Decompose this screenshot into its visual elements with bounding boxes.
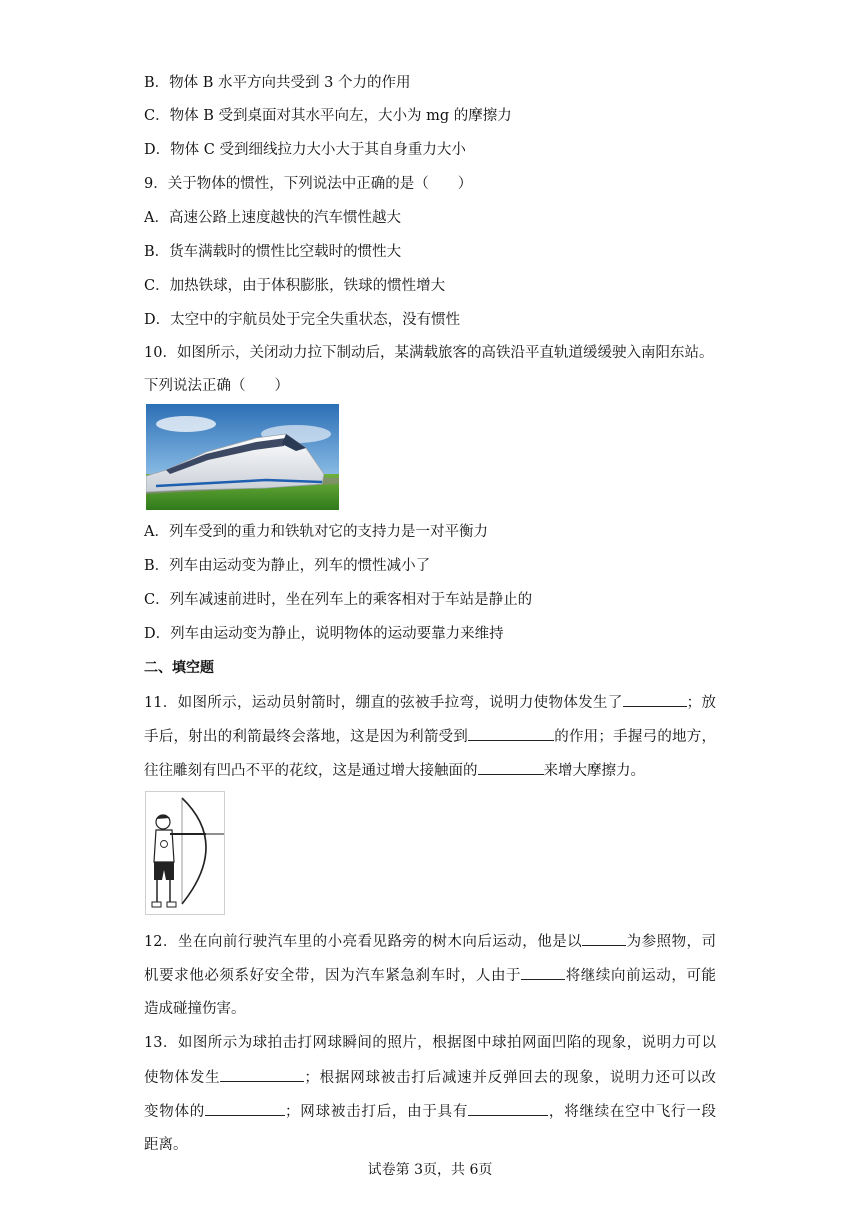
answer-blank[interactable] bbox=[205, 1101, 285, 1116]
train-illustration bbox=[146, 404, 339, 510]
high-speed-train-image bbox=[146, 404, 339, 510]
q9-option-c: C．加热铁球，由于体积膨胀，铁球的惯性增大 bbox=[144, 278, 446, 294]
q11-line2 bbox=[144, 726, 716, 747]
q11-text: 往往雕刻有凹凸不平的花纹，这是通过增大接触面的 bbox=[144, 763, 478, 779]
q11-line3 bbox=[144, 760, 645, 781]
q13-text: ；根据网球被击打后减速并反弹回去的现象，说明力还可以改 bbox=[304, 1070, 717, 1086]
q13-text: 变物体的 bbox=[144, 1104, 206, 1120]
q13-line3 bbox=[144, 1101, 716, 1122]
q11-text: 手后，射出的利箭最终会落地，这是因为利箭受到 bbox=[144, 729, 468, 745]
q10-option-d: D．列车由运动变为静止，说明物体的运动要靠力来维持 bbox=[144, 626, 504, 642]
q9-option-a: A．高速公路上速度越快的汽车惯性越大 bbox=[144, 210, 401, 226]
q12-text: 机要求他必须系好安全带，因为汽车紧急刹车时，人由于 bbox=[144, 968, 522, 984]
answer-blank[interactable] bbox=[582, 931, 626, 946]
answer-blank[interactable] bbox=[220, 1067, 304, 1082]
answer-blank[interactable] bbox=[623, 692, 687, 707]
answer-blank[interactable] bbox=[468, 726, 554, 741]
archer-image bbox=[145, 791, 225, 915]
q10-option-c: C．列车减速前进时，坐在列车上的乘客相对于车站是静止的 bbox=[144, 592, 533, 608]
q11-text: 的作用；手握弓的地方， bbox=[554, 729, 716, 745]
answer-blank[interactable] bbox=[468, 1101, 548, 1116]
q13-text: ；网球被击打后，由于具有 bbox=[285, 1104, 469, 1120]
q13-line2 bbox=[144, 1067, 716, 1088]
archer-illustration bbox=[146, 792, 224, 914]
q13-line1: 13．如图所示为球拍击打网球瞬间的照片，根据图中球拍网面凹陷的现象，说明力可以 bbox=[144, 1035, 716, 1051]
q12-text: 为参照物，司 bbox=[626, 934, 717, 950]
q11-text: 11．如图所示，运动员射箭时，绷直的弦被手拉弯，说明力使物体发生了 bbox=[144, 695, 623, 711]
q12-text: 将继续向前运动，可能 bbox=[565, 968, 716, 984]
q13-text: ，将继续在空中飞行一段 bbox=[548, 1104, 717, 1120]
q9-option-b: B．货车满载时的惯性比空载时的惯性大 bbox=[144, 244, 402, 260]
q8-option-d: D．物体 C 受到细线拉力大小大于其自身重力大小 bbox=[144, 142, 466, 158]
q10-stem-line2: 下列说法正确（ ） bbox=[144, 378, 289, 394]
q9-option-d: D．太空中的宇航员处于完全失重状态，没有惯性 bbox=[144, 312, 461, 328]
answer-blank[interactable] bbox=[478, 760, 544, 775]
q13-text: 使物体发生 bbox=[144, 1070, 221, 1086]
q8-option-b: B．物体 B 水平方向共受到 3 个力的作用 bbox=[144, 75, 411, 91]
q12-line3: 造成碰撞伤害。 bbox=[144, 1001, 246, 1017]
q9-stem: 9．关于物体的惯性，下列说法中正确的是（ ） bbox=[144, 176, 473, 192]
q12-line1 bbox=[144, 931, 716, 952]
page-footer: 试卷第 3页，共 6页 bbox=[367, 1162, 493, 1178]
q11-line1 bbox=[144, 692, 716, 713]
q10-option-a: A．列车受到的重力和铁轨对它的支持力是一对平衡力 bbox=[144, 524, 488, 540]
q10-stem-line1: 10．如图所示，关闭动力拉下制动后，某满载旅客的高铁沿平直轨道缓缓驶入南阳东站。 bbox=[144, 345, 714, 361]
q11-text: ；放 bbox=[686, 695, 717, 711]
q8-option-c: C．物体 B 受到桌面对其水平向左，大小为 mg 的摩擦力 bbox=[144, 108, 512, 124]
answer-blank[interactable] bbox=[521, 965, 565, 980]
q13-line4: 距离。 bbox=[144, 1137, 188, 1153]
section-title-fill-in: 二、填空题 bbox=[144, 660, 214, 676]
q12-text: 12．坐在向前行驶汽车里的小亮看见路旁的树木向后运动，他是以 bbox=[144, 934, 583, 950]
q12-line2 bbox=[144, 965, 716, 986]
q11-text: 来增大摩擦力。 bbox=[543, 763, 645, 779]
q10-option-b: B．列车由运动变为静止，列车的惯性减小了 bbox=[144, 558, 431, 574]
